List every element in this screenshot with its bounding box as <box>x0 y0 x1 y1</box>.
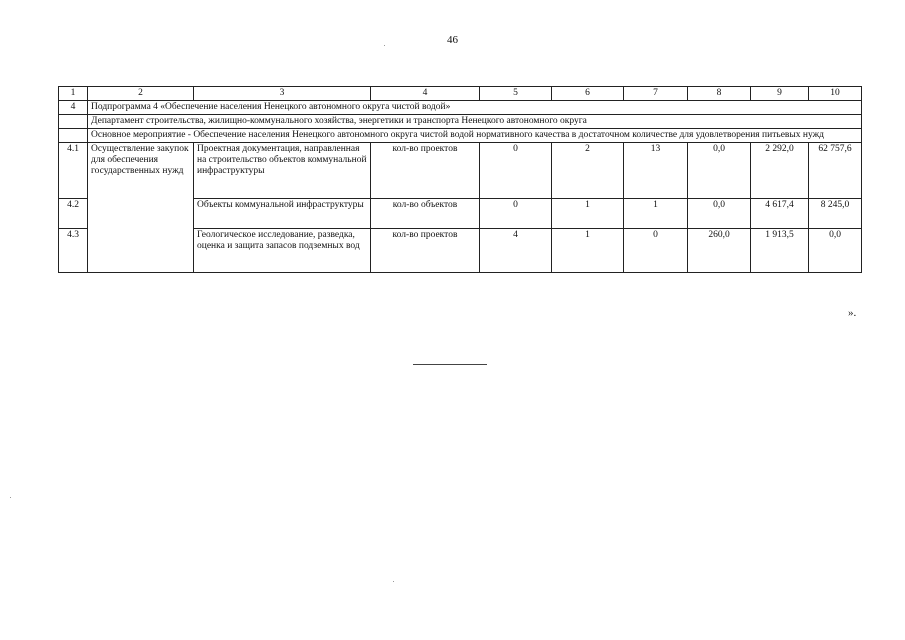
header-cell-10: 10 <box>809 87 862 101</box>
indicator-cell: Объекты коммунальной инфраструктуры <box>194 199 371 229</box>
scan-speck <box>393 581 394 582</box>
subprogram-number: 4 <box>59 101 88 115</box>
header-cell-1: 1 <box>59 87 88 101</box>
value-cell-9: 4 617,4 <box>751 199 809 229</box>
divider-line <box>413 364 487 365</box>
main-activity-row <box>59 129 862 143</box>
value-cell-5: 4 <box>480 229 552 273</box>
subprogram-row <box>59 101 862 115</box>
value-cell-5: 0 <box>480 143 552 199</box>
value-cell-9: 1 913,5 <box>751 229 809 273</box>
closing-quote-mark: ». <box>848 307 857 319</box>
header-row <box>59 87 862 101</box>
program-table <box>58 86 862 273</box>
subprogram-title: Подпрограмма 4 «Обеспечение населения Ненецкого автономного округа чистой водой» <box>88 101 862 115</box>
header-cell-4: 4 <box>371 87 480 101</box>
value-cell-10: 62 757,6 <box>809 143 862 199</box>
value-cell-5: 0 <box>480 199 552 229</box>
indicator-cell: Геологическое исследование, разведка, оценка и защита запасов подземных вод <box>194 229 371 273</box>
value-cell-10: 8 245,0 <box>809 199 862 229</box>
header-cell-3: 3 <box>194 87 371 101</box>
table-row <box>59 143 862 199</box>
main-activity-text: Основное мероприятие - Обеспечение населения Ненецкого автономного округа чистой водой нормативного качества в достаточном количестве для удовлетворения питьевых нужд <box>88 129 862 143</box>
scan-speck <box>384 45 385 46</box>
department-name: Департамент строительства, жилищно-коммунального хозяйства, энергетики и транспорта Ненецкого автономного округа <box>88 115 862 129</box>
value-cell-8: 0,0 <box>688 199 751 229</box>
row-number: 4.1 <box>59 143 88 199</box>
row-number: 4.2 <box>59 199 88 229</box>
activity-cell: Осуществление закупок для обеспечения государственных нужд <box>88 143 194 273</box>
header-cell-5: 5 <box>480 87 552 101</box>
unit-cell: кол-во объектов <box>371 199 480 229</box>
header-cell-7: 7 <box>624 87 688 101</box>
header-cell-2: 2 <box>88 87 194 101</box>
value-cell-6: 1 <box>552 229 624 273</box>
department-empty-cell <box>59 115 88 129</box>
main-activity-empty-cell <box>59 129 88 143</box>
unit-cell: кол-во проектов <box>371 143 480 199</box>
value-cell-7: 13 <box>624 143 688 199</box>
department-row <box>59 115 862 129</box>
unit-cell: кол-во проектов <box>371 229 480 273</box>
page-number: 46 <box>447 34 458 46</box>
value-cell-6: 2 <box>552 143 624 199</box>
value-cell-10: 0,0 <box>809 229 862 273</box>
value-cell-7: 0 <box>624 229 688 273</box>
value-cell-7: 1 <box>624 199 688 229</box>
indicator-cell: Проектная документация, направленная на строительство объектов коммунальной инфраструктуры <box>194 143 371 199</box>
header-cell-8: 8 <box>688 87 751 101</box>
header-cell-6: 6 <box>552 87 624 101</box>
value-cell-8: 260,0 <box>688 229 751 273</box>
row-number: 4.3 <box>59 229 88 273</box>
scan-speck <box>10 497 11 498</box>
value-cell-8: 0,0 <box>688 143 751 199</box>
value-cell-9: 2 292,0 <box>751 143 809 199</box>
header-cell-9: 9 <box>751 87 809 101</box>
value-cell-6: 1 <box>552 199 624 229</box>
